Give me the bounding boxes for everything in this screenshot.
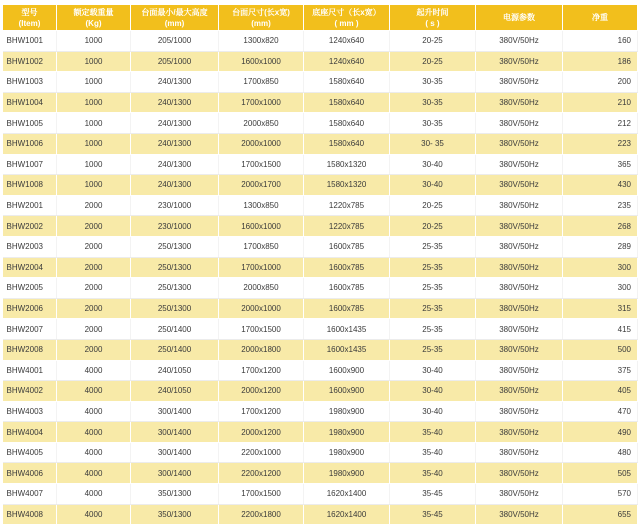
- cell-net-weight: 300: [563, 257, 638, 278]
- cell-rated-load: 4000: [57, 360, 131, 381]
- cell-model: BHW1008: [3, 175, 57, 196]
- cell-base-size: 1580x1320: [304, 175, 390, 196]
- cell-power: 380V/50Hz: [476, 278, 563, 299]
- cell-rated-load: 1000: [57, 51, 131, 72]
- cell-platform-height: 250/1300: [131, 236, 219, 257]
- cell-base-size: 1620x1400: [304, 504, 390, 525]
- header-unit: (mm): [251, 18, 271, 28]
- header-power: [476, 5, 563, 31]
- cell-lift-time: 25-35: [390, 339, 476, 360]
- cell-platform-height: 230/1000: [131, 195, 219, 216]
- cell-power: 380V/50Hz: [476, 422, 563, 443]
- cell-rated-load: 1000: [57, 92, 131, 113]
- cell-lift-time: 35-40: [390, 422, 476, 443]
- cell-platform-height: 240/1300: [131, 175, 219, 196]
- cell-rated-load: 2000: [57, 236, 131, 257]
- table-row: [3, 463, 638, 484]
- cell-rated-load: 1000: [57, 113, 131, 134]
- cell-base-size: 1240x640: [304, 51, 390, 72]
- cell-rated-load: 2000: [57, 216, 131, 237]
- cell-base-size: 1580x640: [304, 92, 390, 113]
- header-unit: (mm): [164, 18, 185, 28]
- cell-lift-time: 20-25: [390, 195, 476, 216]
- cell-power: 380V/50Hz: [476, 319, 563, 340]
- cell-model: BHW1003: [3, 72, 57, 93]
- cell-lift-time: 25-35: [390, 278, 476, 299]
- cell-net-weight: 365: [563, 154, 638, 175]
- cell-platform-height: 250/1300: [131, 298, 219, 319]
- cell-platform-height: 250/1400: [131, 319, 219, 340]
- header-label: 净重: [592, 13, 608, 22]
- cell-platform-height: 250/1400: [131, 339, 219, 360]
- cell-platform-size: 1600x1000: [219, 51, 304, 72]
- cell-rated-load: 2000: [57, 278, 131, 299]
- cell-rated-load: 4000: [57, 381, 131, 402]
- cell-net-weight: 210: [563, 92, 638, 113]
- cell-rated-load: 1000: [57, 31, 131, 52]
- cell-platform-height: 230/1000: [131, 216, 219, 237]
- cell-lift-time: 35-40: [390, 463, 476, 484]
- cell-model: BHW4006: [3, 463, 57, 484]
- cell-platform-size: 1300x820: [219, 31, 304, 52]
- cell-power: 380V/50Hz: [476, 72, 563, 93]
- table-row: [3, 92, 638, 113]
- cell-net-weight: 186: [563, 51, 638, 72]
- cell-net-weight: 490: [563, 422, 638, 443]
- cell-net-weight: 375: [563, 360, 638, 381]
- cell-model: BHW4008: [3, 504, 57, 525]
- cell-power: 380V/50Hz: [476, 360, 563, 381]
- cell-lift-time: 20-25: [390, 51, 476, 72]
- cell-platform-height: 250/1300: [131, 257, 219, 278]
- cell-model: BHW1002: [3, 51, 57, 72]
- cell-model: BHW1004: [3, 92, 57, 113]
- cell-lift-time: 25-35: [390, 319, 476, 340]
- cell-base-size: 1600x785: [304, 278, 390, 299]
- cell-base-size: 1240x640: [304, 31, 390, 52]
- cell-base-size: 1580x640: [304, 72, 390, 93]
- cell-power: 380V/50Hz: [476, 154, 563, 175]
- header-base-size: [304, 5, 390, 31]
- cell-lift-time: 30-40: [390, 381, 476, 402]
- cell-net-weight: 430: [563, 175, 638, 196]
- cell-platform-size: 2000x850: [219, 113, 304, 134]
- cell-lift-time: 35-45: [390, 484, 476, 505]
- cell-lift-time: 25-35: [390, 257, 476, 278]
- cell-power: 380V/50Hz: [476, 504, 563, 525]
- cell-platform-size: 1700x1200: [219, 401, 304, 422]
- cell-rated-load: 4000: [57, 484, 131, 505]
- cell-platform-size: 2200x1000: [219, 442, 304, 463]
- cell-rated-load: 1000: [57, 175, 131, 196]
- cell-power: 380V/50Hz: [476, 298, 563, 319]
- header-label: 额定载重量: [73, 7, 114, 17]
- table-row: [3, 298, 638, 319]
- cell-model: BHW2007: [3, 319, 57, 340]
- cell-platform-size: 2000x1800: [219, 339, 304, 360]
- header-platform-size: [219, 5, 304, 31]
- header-label: 电源参数: [503, 13, 535, 22]
- spec-table: [2, 4, 638, 525]
- cell-net-weight: 223: [563, 133, 638, 154]
- cell-power: 380V/50Hz: [476, 92, 563, 113]
- cell-net-weight: 655: [563, 504, 638, 525]
- cell-base-size: 1600x900: [304, 381, 390, 402]
- cell-lift-time: 35-40: [390, 442, 476, 463]
- cell-base-size: 1600x1435: [304, 339, 390, 360]
- cell-lift-time: 35-45: [390, 504, 476, 525]
- cell-power: 380V/50Hz: [476, 175, 563, 196]
- cell-power: 380V/50Hz: [476, 216, 563, 237]
- cell-lift-time: 30-40: [390, 401, 476, 422]
- cell-power: 380V/50Hz: [476, 381, 563, 402]
- cell-platform-height: 240/1300: [131, 133, 219, 154]
- cell-lift-time: 30-40: [390, 175, 476, 196]
- cell-model: BHW1001: [3, 31, 57, 52]
- cell-lift-time: 30-35: [390, 72, 476, 93]
- table-row: [3, 504, 638, 525]
- header-unit: (Item): [18, 18, 41, 28]
- cell-platform-height: 250/1300: [131, 278, 219, 299]
- cell-power: 380V/50Hz: [476, 195, 563, 216]
- cell-base-size: 1580x1320: [304, 154, 390, 175]
- cell-base-size: 1600x785: [304, 236, 390, 257]
- cell-lift-time: 30-35: [390, 113, 476, 134]
- table-row: [3, 51, 638, 72]
- cell-platform-height: 300/1400: [131, 442, 219, 463]
- cell-model: BHW2008: [3, 339, 57, 360]
- cell-power: 380V/50Hz: [476, 257, 563, 278]
- cell-rated-load: 4000: [57, 463, 131, 484]
- cell-platform-size: 1700x1000: [219, 257, 304, 278]
- header-label: 台面尺寸(长x宽): [232, 7, 290, 17]
- table-row: [3, 484, 638, 505]
- cell-base-size: 1980x900: [304, 463, 390, 484]
- cell-lift-time: 30-35: [390, 92, 476, 113]
- cell-base-size: 1980x900: [304, 442, 390, 463]
- cell-rated-load: 1000: [57, 154, 131, 175]
- table-row: [3, 72, 638, 93]
- cell-power: 380V/50Hz: [476, 484, 563, 505]
- cell-model: BHW4004: [3, 422, 57, 443]
- cell-platform-height: 300/1400: [131, 422, 219, 443]
- cell-platform-height: 240/1300: [131, 72, 219, 93]
- cell-rated-load: 2000: [57, 319, 131, 340]
- cell-platform-height: 205/1000: [131, 31, 219, 52]
- table-row: [3, 133, 638, 154]
- cell-model: BHW4005: [3, 442, 57, 463]
- cell-platform-height: 205/1000: [131, 51, 219, 72]
- cell-rated-load: 4000: [57, 401, 131, 422]
- cell-platform-height: 240/1050: [131, 381, 219, 402]
- cell-power: 380V/50Hz: [476, 31, 563, 52]
- cell-net-weight: 235: [563, 195, 638, 216]
- spec-table-header: [3, 5, 638, 31]
- header-label: 底座尺寸（长x宽）: [312, 7, 381, 17]
- cell-platform-height: 240/1300: [131, 113, 219, 134]
- cell-rated-load: 4000: [57, 442, 131, 463]
- cell-model: BHW4003: [3, 401, 57, 422]
- cell-platform-size: 1700x1500: [219, 319, 304, 340]
- cell-net-weight: 570: [563, 484, 638, 505]
- cell-net-weight: 268: [563, 216, 638, 237]
- cell-model: BHW2004: [3, 257, 57, 278]
- cell-rated-load: 2000: [57, 195, 131, 216]
- cell-net-weight: 200: [563, 72, 638, 93]
- cell-platform-size: 1700x1200: [219, 360, 304, 381]
- cell-platform-size: 1700x1500: [219, 484, 304, 505]
- cell-base-size: 1600x785: [304, 298, 390, 319]
- table-row: [3, 401, 638, 422]
- cell-model: BHW2005: [3, 278, 57, 299]
- cell-platform-height: 350/1300: [131, 504, 219, 525]
- table-row: [3, 381, 638, 402]
- header-rated-load: [57, 5, 131, 31]
- table-row: [3, 31, 638, 52]
- cell-base-size: 1980x900: [304, 401, 390, 422]
- header-lift-time: [390, 5, 476, 31]
- cell-base-size: 1620x1400: [304, 484, 390, 505]
- cell-power: 380V/50Hz: [476, 133, 563, 154]
- cell-base-size: 1600x1435: [304, 319, 390, 340]
- cell-platform-height: 240/1300: [131, 154, 219, 175]
- cell-platform-size: 1700x850: [219, 72, 304, 93]
- table-row: [3, 339, 638, 360]
- table-row: [3, 278, 638, 299]
- cell-platform-height: 240/1050: [131, 360, 219, 381]
- cell-platform-size: 2000x1200: [219, 422, 304, 443]
- cell-lift-time: 30-40: [390, 360, 476, 381]
- cell-net-weight: 212: [563, 113, 638, 134]
- cell-power: 380V/50Hz: [476, 463, 563, 484]
- cell-rated-load: 2000: [57, 339, 131, 360]
- cell-lift-time: 25-35: [390, 236, 476, 257]
- cell-rated-load: 2000: [57, 257, 131, 278]
- cell-platform-height: 300/1400: [131, 463, 219, 484]
- cell-platform-size: 2200x1200: [219, 463, 304, 484]
- cell-model: BHW1006: [3, 133, 57, 154]
- table-row: [3, 154, 638, 175]
- cell-power: 380V/50Hz: [476, 51, 563, 72]
- cell-base-size: 1600x900: [304, 360, 390, 381]
- cell-rated-load: 4000: [57, 422, 131, 443]
- cell-net-weight: 289: [563, 236, 638, 257]
- cell-base-size: 1980x900: [304, 422, 390, 443]
- cell-rated-load: 1000: [57, 133, 131, 154]
- cell-power: 380V/50Hz: [476, 236, 563, 257]
- table-row: [3, 442, 638, 463]
- table-row: [3, 113, 638, 134]
- table-row: [3, 360, 638, 381]
- cell-base-size: 1580x640: [304, 113, 390, 134]
- cell-power: 380V/50Hz: [476, 339, 563, 360]
- cell-rated-load: 1000: [57, 72, 131, 93]
- cell-power: 380V/50Hz: [476, 401, 563, 422]
- table-row: [3, 319, 638, 340]
- cell-lift-time: 30- 35: [390, 133, 476, 154]
- cell-net-weight: 480: [563, 442, 638, 463]
- cell-lift-time: 20-25: [390, 31, 476, 52]
- cell-net-weight: 415: [563, 319, 638, 340]
- cell-platform-size: 2000x1200: [219, 381, 304, 402]
- cell-platform-height: 350/1300: [131, 484, 219, 505]
- cell-lift-time: 20-25: [390, 216, 476, 237]
- header-platform-height: [131, 5, 219, 31]
- header-label: 型号: [21, 7, 38, 17]
- cell-model: BHW2001: [3, 195, 57, 216]
- cell-model: BHW2006: [3, 298, 57, 319]
- cell-model: BHW2003: [3, 236, 57, 257]
- table-row: [3, 257, 638, 278]
- cell-rated-load: 4000: [57, 504, 131, 525]
- cell-platform-size: 1300x850: [219, 195, 304, 216]
- table-row: [3, 216, 638, 237]
- cell-net-weight: 315: [563, 298, 638, 319]
- cell-net-weight: 505: [563, 463, 638, 484]
- header-label: 台面最小/最大高度: [141, 7, 208, 17]
- cell-net-weight: 470: [563, 401, 638, 422]
- cell-net-weight: 160: [563, 31, 638, 52]
- cell-platform-height: 240/1300: [131, 92, 219, 113]
- cell-net-weight: 500: [563, 339, 638, 360]
- cell-base-size: 1600x785: [304, 257, 390, 278]
- header-label: 起升时间: [416, 7, 449, 17]
- cell-net-weight: 300: [563, 278, 638, 299]
- cell-model: BHW2002: [3, 216, 57, 237]
- header-unit: ( s ): [425, 18, 440, 28]
- cell-model: BHW1007: [3, 154, 57, 175]
- header-unit: (Kg): [85, 18, 102, 28]
- header-net-weight: [563, 5, 638, 31]
- cell-platform-size: 2000x1700: [219, 175, 304, 196]
- cell-base-size: 1220x785: [304, 195, 390, 216]
- cell-rated-load: 2000: [57, 298, 131, 319]
- cell-platform-size: 1700x850: [219, 236, 304, 257]
- cell-base-size: 1220x785: [304, 216, 390, 237]
- cell-net-weight: 405: [563, 381, 638, 402]
- cell-model: BHW4001: [3, 360, 57, 381]
- spec-table-body: [3, 31, 638, 525]
- cell-platform-size: 2000x850: [219, 278, 304, 299]
- cell-power: 380V/50Hz: [476, 442, 563, 463]
- header-model: [3, 5, 57, 31]
- cell-lift-time: 25-35: [390, 298, 476, 319]
- cell-power: 380V/50Hz: [476, 113, 563, 134]
- cell-model: BHW4007: [3, 484, 57, 505]
- cell-platform-size: 2200x1800: [219, 504, 304, 525]
- cell-platform-size: 2000x1000: [219, 133, 304, 154]
- table-row: [3, 236, 638, 257]
- header-row: [3, 5, 638, 31]
- cell-platform-size: 1700x1500: [219, 154, 304, 175]
- table-row: [3, 422, 638, 443]
- cell-model: BHW1005: [3, 113, 57, 134]
- cell-platform-size: 2000x1000: [219, 298, 304, 319]
- table-row: [3, 195, 638, 216]
- cell-platform-height: 300/1400: [131, 401, 219, 422]
- table-row: [3, 175, 638, 196]
- cell-platform-size: 1700x1000: [219, 92, 304, 113]
- cell-base-size: 1580x640: [304, 133, 390, 154]
- header-unit: ( mm ): [334, 18, 359, 28]
- cell-model: BHW4002: [3, 381, 57, 402]
- cell-platform-size: 1600x1000: [219, 216, 304, 237]
- cell-lift-time: 30-40: [390, 154, 476, 175]
